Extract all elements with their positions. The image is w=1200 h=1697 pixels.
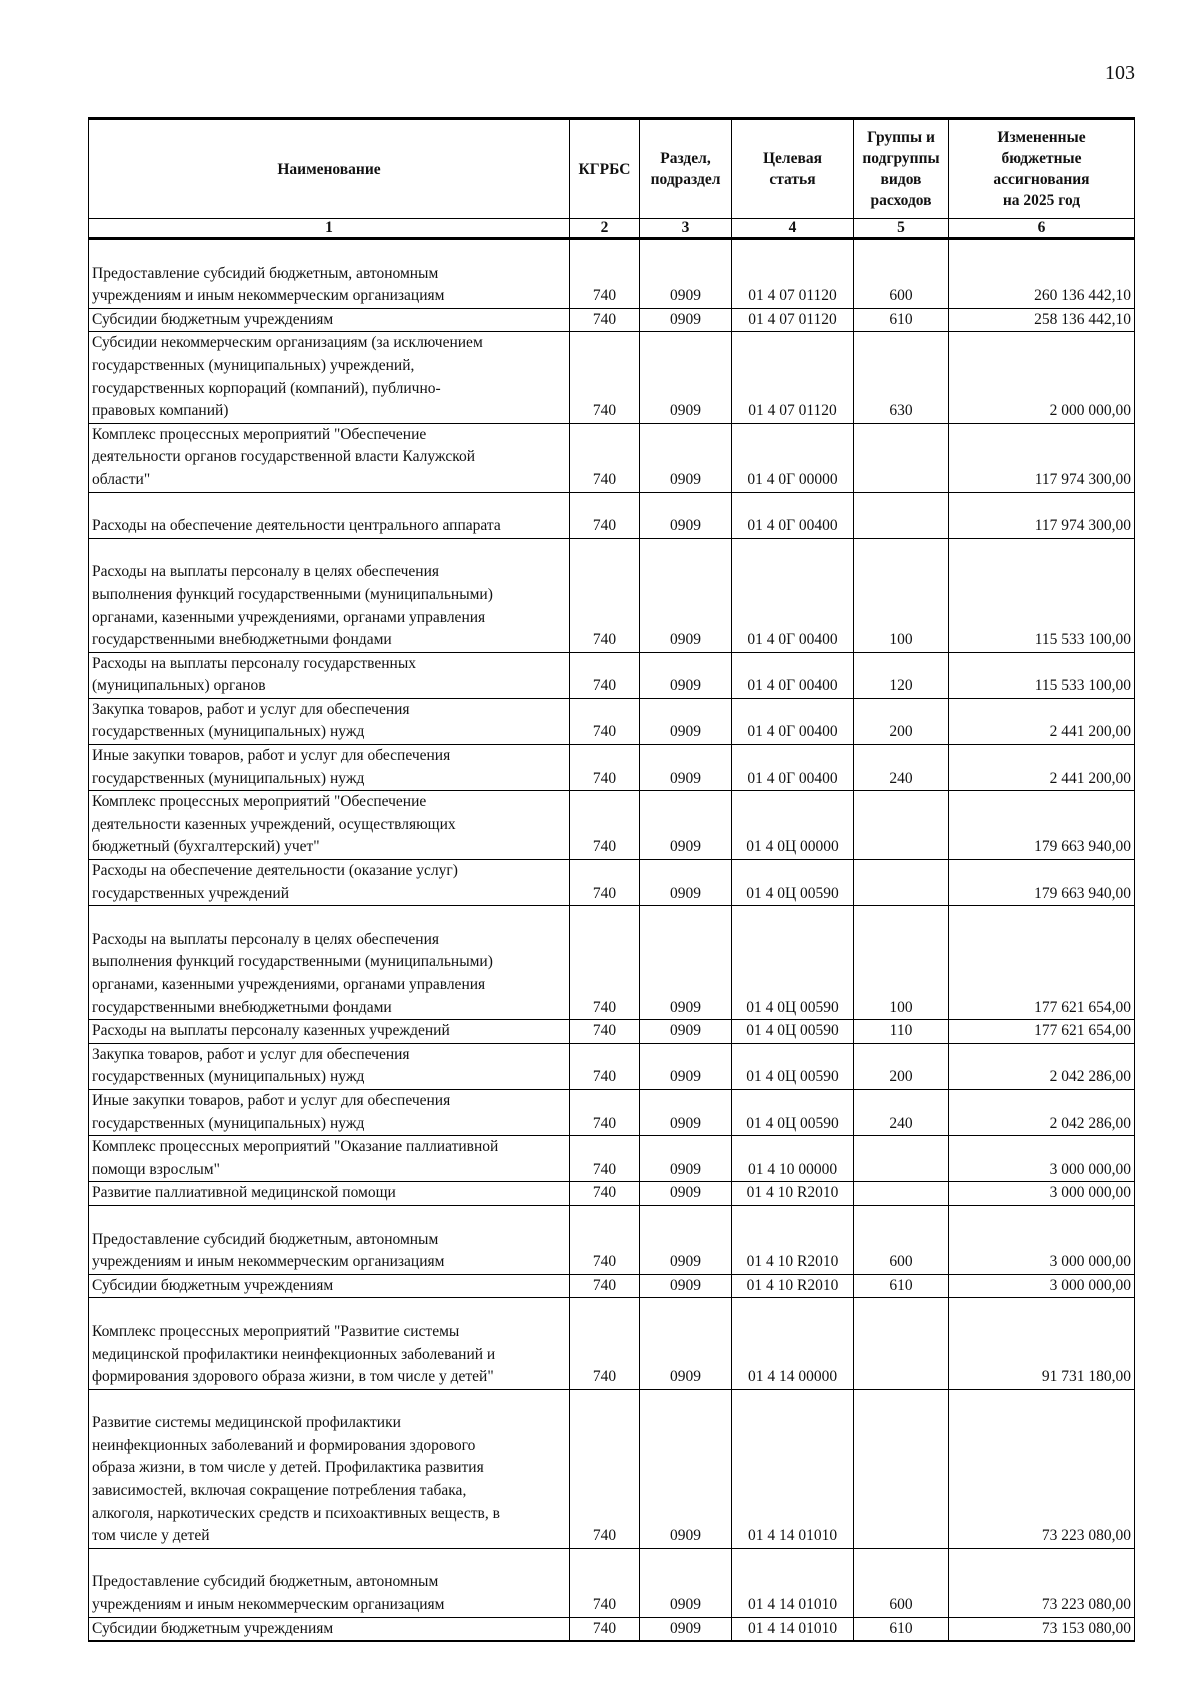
row-section: 0909	[640, 791, 732, 860]
row-name: Субсидии бюджетным учреждениям	[89, 1617, 570, 1641]
row-amount: 3 000 000,00	[949, 1205, 1135, 1274]
row-amount: 73 223 080,00	[949, 1548, 1135, 1617]
row-name: Субсидии некоммерческим организациям (за исключением государственных (муниципальных) учреждений, государственных корпораций (компаний), публично- правовых компаний)	[89, 332, 570, 423]
row-name: Комплекс процессных мероприятий "Оказание паллиативной помощи взрослым"	[89, 1136, 570, 1182]
table-row	[89, 698, 1135, 744]
col-number-2: 2	[570, 219, 640, 239]
row-section: 0909	[640, 745, 732, 791]
col-number-4: 4	[732, 219, 854, 239]
row-name: Расходы на выплаты персоналу казенных учреждений	[89, 1020, 570, 1044]
table-row	[89, 1274, 1135, 1298]
row-name: Закупка товаров, работ и услуг для обеспечения государственных (муниципальных) нужд	[89, 1043, 570, 1089]
header-section: Раздел, подраздел	[640, 119, 732, 219]
table-row	[89, 906, 1135, 1020]
row-group: 110	[854, 1020, 949, 1044]
row-group	[854, 1182, 949, 1206]
table-row	[89, 1043, 1135, 1089]
row-section: 0909	[640, 538, 732, 652]
row-group: 240	[854, 745, 949, 791]
row-section: 0909	[640, 1298, 732, 1389]
row-group: 240	[854, 1089, 949, 1135]
header-target: Целевая статья	[732, 119, 854, 219]
row-section: 0909	[640, 1136, 732, 1182]
row-section: 0909	[640, 308, 732, 332]
table-row	[89, 1020, 1135, 1044]
row-name: Расходы на выплаты персоналу в целях обеспечения выполнения функций государственными (муниципальными) органами, казенными учреждениями, органами управления государственными внебюджетными фондами	[89, 906, 570, 1020]
row-section: 0909	[640, 1617, 732, 1641]
row-group	[854, 423, 949, 492]
row-amount: 260 136 442,10	[949, 239, 1135, 309]
row-section: 0909	[640, 860, 732, 906]
row-section: 0909	[640, 1020, 732, 1044]
table-header	[89, 119, 1135, 239]
row-kgrbs: 740	[570, 1136, 640, 1182]
row-name: Иные закупки товаров, работ и услуг для обеспечения государственных (муниципальных) нужд	[89, 745, 570, 791]
row-group	[854, 1136, 949, 1182]
row-kgrbs: 740	[570, 1205, 640, 1274]
header-name: Наименование	[89, 119, 570, 219]
table-row	[89, 538, 1135, 652]
row-amount: 2 042 286,00	[949, 1089, 1135, 1135]
row-target: 01 4 0Г 00400	[732, 652, 854, 698]
row-group: 200	[854, 698, 949, 744]
row-target: 01 4 07 01120	[732, 308, 854, 332]
row-group: 100	[854, 538, 949, 652]
row-kgrbs: 740	[570, 1043, 640, 1089]
row-group: 610	[854, 308, 949, 332]
row-section: 0909	[640, 239, 732, 309]
row-section: 0909	[640, 1548, 732, 1617]
row-kgrbs: 740	[570, 698, 640, 744]
row-amount: 91 731 180,00	[949, 1298, 1135, 1389]
row-kgrbs: 740	[570, 1548, 640, 1617]
table-row	[89, 1136, 1135, 1182]
row-amount: 177 621 654,00	[949, 906, 1135, 1020]
row-kgrbs: 740	[570, 1020, 640, 1044]
row-amount: 3 000 000,00	[949, 1274, 1135, 1298]
row-amount: 73 153 080,00	[949, 1617, 1135, 1641]
row-name: Закупка товаров, работ и услуг для обеспечения государственных (муниципальных) нужд	[89, 698, 570, 744]
page-number: 103	[1105, 62, 1135, 84]
header-amount: Измененные бюджетные ассигнования на 2025 год	[949, 119, 1135, 219]
row-target: 01 4 14 01010	[732, 1389, 854, 1548]
row-section: 0909	[640, 652, 732, 698]
row-target: 01 4 0Г 00400	[732, 745, 854, 791]
row-section: 0909	[640, 1182, 732, 1206]
row-kgrbs: 740	[570, 538, 640, 652]
table-row	[89, 652, 1135, 698]
table-row	[89, 1205, 1135, 1274]
col-number-3: 3	[640, 219, 732, 239]
table-row	[89, 1182, 1135, 1206]
row-group	[854, 791, 949, 860]
table-row	[89, 1089, 1135, 1135]
row-name: Расходы на выплаты персоналу в целях обеспечения выполнения функций государственными (муниципальными) органами, казенными учреждениями, органами управления государственными внебюджетными фондами	[89, 538, 570, 652]
row-group: 600	[854, 239, 949, 309]
row-target: 01 4 10 R2010	[732, 1182, 854, 1206]
table-row	[89, 1389, 1135, 1548]
row-kgrbs: 740	[570, 791, 640, 860]
header-groups: Группы и подгруппы видов расходов	[854, 119, 949, 219]
row-name: Развитие системы медицинской профилактики неинфекционных заболеваний и формирования здорового образа жизни, в том числе у детей. Профилактика развития зависимостей, включая сокращение потребления табака, алкоголя, наркотических средств и психоактивных веществ, в том числе у детей	[89, 1389, 570, 1548]
row-name: Предоставление субсидий бюджетным, автономным учреждениям и иным некоммерческим организациям	[89, 239, 570, 309]
row-target: 01 4 0Ц 00000	[732, 791, 854, 860]
row-target: 01 4 0Г 00400	[732, 492, 854, 538]
row-name: Расходы на обеспечение деятельности (оказание услуг) государственных учреждений	[89, 860, 570, 906]
row-amount: 2 000 000,00	[949, 332, 1135, 423]
row-amount: 117 974 300,00	[949, 492, 1135, 538]
row-kgrbs: 740	[570, 745, 640, 791]
row-name: Комплекс процессных мероприятий "Обеспечение деятельности казенных учреждений, осуществляющих бюджетный (бухгалтерский) учет"	[89, 791, 570, 860]
row-group: 610	[854, 1617, 949, 1641]
row-amount: 3 000 000,00	[949, 1182, 1135, 1206]
row-amount: 115 533 100,00	[949, 652, 1135, 698]
row-target: 01 4 14 00000	[732, 1298, 854, 1389]
row-section: 0909	[640, 1389, 732, 1548]
budget-table	[88, 117, 1135, 1642]
table-row	[89, 791, 1135, 860]
row-amount: 2 441 200,00	[949, 745, 1135, 791]
row-target: 01 4 10 R2010	[732, 1205, 854, 1274]
row-target: 01 4 0Ц 00590	[732, 1020, 854, 1044]
row-target: 01 4 07 01120	[732, 239, 854, 309]
row-section: 0909	[640, 492, 732, 538]
row-kgrbs: 740	[570, 1298, 640, 1389]
row-target: 01 4 0Ц 00590	[732, 906, 854, 1020]
row-kgrbs: 740	[570, 906, 640, 1020]
row-group: 600	[854, 1205, 949, 1274]
row-section: 0909	[640, 698, 732, 744]
row-target: 01 4 0Г 00400	[732, 538, 854, 652]
table-row	[89, 860, 1135, 906]
row-name: Субсидии бюджетным учреждениям	[89, 308, 570, 332]
row-amount: 115 533 100,00	[949, 538, 1135, 652]
row-target: 01 4 0Г 00400	[732, 698, 854, 744]
row-kgrbs: 740	[570, 860, 640, 906]
row-name: Иные закупки товаров, работ и услуг для обеспечения государственных (муниципальных) нужд	[89, 1089, 570, 1135]
row-group: 200	[854, 1043, 949, 1089]
table-body	[89, 239, 1135, 1642]
row-target: 01 4 0Ц 00590	[732, 1089, 854, 1135]
row-target: 01 4 0Г 00000	[732, 423, 854, 492]
row-section: 0909	[640, 1205, 732, 1274]
row-group: 630	[854, 332, 949, 423]
row-name: Расходы на выплаты персоналу государственных (муниципальных) органов	[89, 652, 570, 698]
row-group: 600	[854, 1548, 949, 1617]
row-group	[854, 860, 949, 906]
row-amount: 179 663 940,00	[949, 860, 1135, 906]
row-kgrbs: 740	[570, 1617, 640, 1641]
row-section: 0909	[640, 1089, 732, 1135]
row-kgrbs: 740	[570, 1389, 640, 1548]
row-kgrbs: 740	[570, 239, 640, 309]
row-amount: 73 223 080,00	[949, 1389, 1135, 1548]
col-number-6: 6	[949, 219, 1135, 239]
row-amount: 179 663 940,00	[949, 791, 1135, 860]
row-target: 01 4 10 R2010	[732, 1274, 854, 1298]
row-kgrbs: 740	[570, 1274, 640, 1298]
table-row	[89, 1617, 1135, 1641]
table-row	[89, 423, 1135, 492]
row-kgrbs: 740	[570, 332, 640, 423]
row-name: Развитие паллиативной медицинской помощи	[89, 1182, 570, 1206]
table-row	[89, 745, 1135, 791]
row-group	[854, 1389, 949, 1548]
row-group: 120	[854, 652, 949, 698]
row-section: 0909	[640, 1274, 732, 1298]
row-kgrbs: 740	[570, 1182, 640, 1206]
table-row	[89, 332, 1135, 423]
row-section: 0909	[640, 1043, 732, 1089]
col-number-5: 5	[854, 219, 949, 239]
row-group	[854, 1298, 949, 1389]
row-target: 01 4 0Ц 00590	[732, 860, 854, 906]
row-section: 0909	[640, 906, 732, 1020]
row-kgrbs: 740	[570, 492, 640, 538]
row-target: 01 4 14 01010	[732, 1548, 854, 1617]
row-amount: 258 136 442,10	[949, 308, 1135, 332]
row-group: 610	[854, 1274, 949, 1298]
row-target: 01 4 10 00000	[732, 1136, 854, 1182]
row-section: 0909	[640, 332, 732, 423]
row-kgrbs: 740	[570, 652, 640, 698]
table-row	[89, 1548, 1135, 1617]
row-name: Предоставление субсидий бюджетным, автономным учреждениям и иным некоммерческим организациям	[89, 1205, 570, 1274]
row-amount: 177 621 654,00	[949, 1020, 1135, 1044]
table-row	[89, 492, 1135, 538]
row-amount: 3 000 000,00	[949, 1136, 1135, 1182]
row-kgrbs: 740	[570, 423, 640, 492]
row-group: 100	[854, 906, 949, 1020]
row-amount: 2 042 286,00	[949, 1043, 1135, 1089]
row-amount: 117 974 300,00	[949, 423, 1135, 492]
row-name: Комплекс процессных мероприятий "Обеспечение деятельности органов государственной власти Калужской области"	[89, 423, 570, 492]
col-number-1: 1	[89, 219, 570, 239]
row-target: 01 4 07 01120	[732, 332, 854, 423]
row-kgrbs: 740	[570, 1089, 640, 1135]
row-target: 01 4 14 01010	[732, 1617, 854, 1641]
table-row	[89, 239, 1135, 309]
header-kgrbs: КГРБС	[570, 119, 640, 219]
row-kgrbs: 740	[570, 308, 640, 332]
table-row	[89, 1298, 1135, 1389]
row-section: 0909	[640, 423, 732, 492]
row-name: Предоставление субсидий бюджетным, автономным учреждениям и иным некоммерческим организациям	[89, 1548, 570, 1617]
row-name: Комплекс процессных мероприятий "Развитие системы медицинской профилактики неинфекционных заболеваний и формирования здорового образа жизни, в том числе у детей"	[89, 1298, 570, 1389]
row-name: Субсидии бюджетным учреждениям	[89, 1274, 570, 1298]
row-name: Расходы на обеспечение деятельности центрального аппарата	[89, 492, 570, 538]
row-amount: 2 441 200,00	[949, 698, 1135, 744]
row-group	[854, 492, 949, 538]
table-row	[89, 308, 1135, 332]
row-target: 01 4 0Ц 00590	[732, 1043, 854, 1089]
